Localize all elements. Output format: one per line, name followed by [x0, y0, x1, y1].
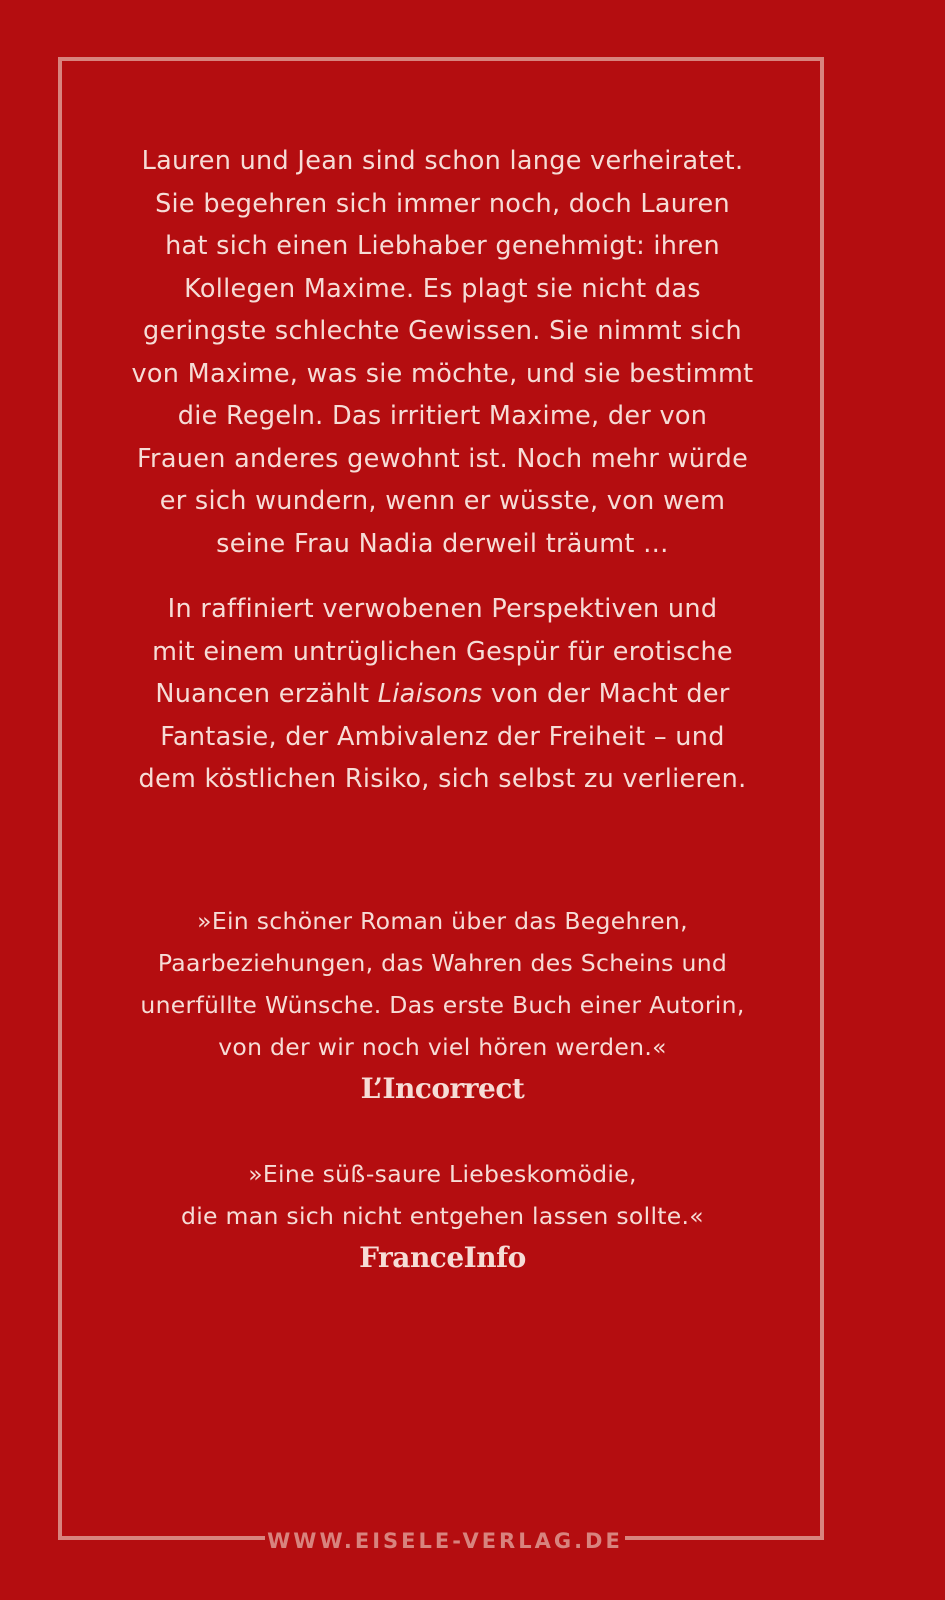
quote-line: von der wir noch viel hören werden.«: [218, 1033, 667, 1061]
quote-line: »Ein schöner Roman über das Begehren,: [197, 907, 688, 935]
publisher-url: WWW.EISELE-VERLAG.DE: [265, 1524, 625, 1558]
blurb-line: dem köstlichen Risiko, sich selbst zu verlieren.: [138, 764, 747, 794]
blurb-paragraph-1: [100, 140, 785, 565]
blurb-line: geringste schlechte Gewissen. Sie nimmt sich: [143, 316, 742, 346]
book-title: Liaisons: [377, 679, 483, 709]
blurb-line: die Regeln. Das irritiert Maxime, der von: [177, 401, 708, 431]
quote-line: unerfüllte Wünsche. Das erste Buch einer Autorin,: [140, 991, 745, 1019]
blurb-line: Frauen anderes gewohnt ist. Noch mehr würde: [136, 443, 749, 474]
review-source: L’Incorrect: [360, 1072, 525, 1105]
blurb-line: Lauren und Jean sind schon lange verheiratet.: [141, 146, 744, 176]
blurb-line: mit einem untrüglichen Gespür für erotische: [152, 636, 733, 667]
review-quote-1: [100, 900, 785, 1106]
blurb-line: hat sich einen Liebhaber genehmigt: ihren: [165, 231, 720, 261]
blurb-text: Nuancen erzählt: [155, 679, 378, 709]
quote-line: »Eine süß-saure Liebeskomödie,: [248, 1160, 637, 1188]
blurb-paragraph-2: [100, 588, 785, 801]
blurb-line: er sich wundern, wenn er wüsste, von wem: [159, 486, 726, 516]
blurb-line: von Maxime, was sie möchte, und sie bestimmt: [131, 358, 754, 389]
quote-line: Paarbeziehungen, das Wahren des Scheins und: [157, 949, 728, 977]
blurb-line: In raffiniert verwobenen Perspektiven und: [167, 594, 718, 624]
blurb-line: Fantasie, der Ambivalenz der Freiheit – und: [160, 721, 725, 752]
blurb-line: seine Frau Nadia derweil träumt …: [216, 528, 669, 559]
blurb-line: Kollegen Maxime. Es plagt sie nicht das: [184, 273, 701, 304]
review-source: FranceInfo: [359, 1241, 526, 1274]
blurb-text: von der Macht der: [482, 679, 730, 709]
blurb-line: [100, 673, 785, 716]
blurb-line: Sie begehren sich immer noch, doch Lauren: [155, 188, 730, 219]
quote-line: die man sich nicht entgehen lassen sollte.«: [180, 1202, 704, 1230]
review-quote-2: [100, 1153, 785, 1275]
